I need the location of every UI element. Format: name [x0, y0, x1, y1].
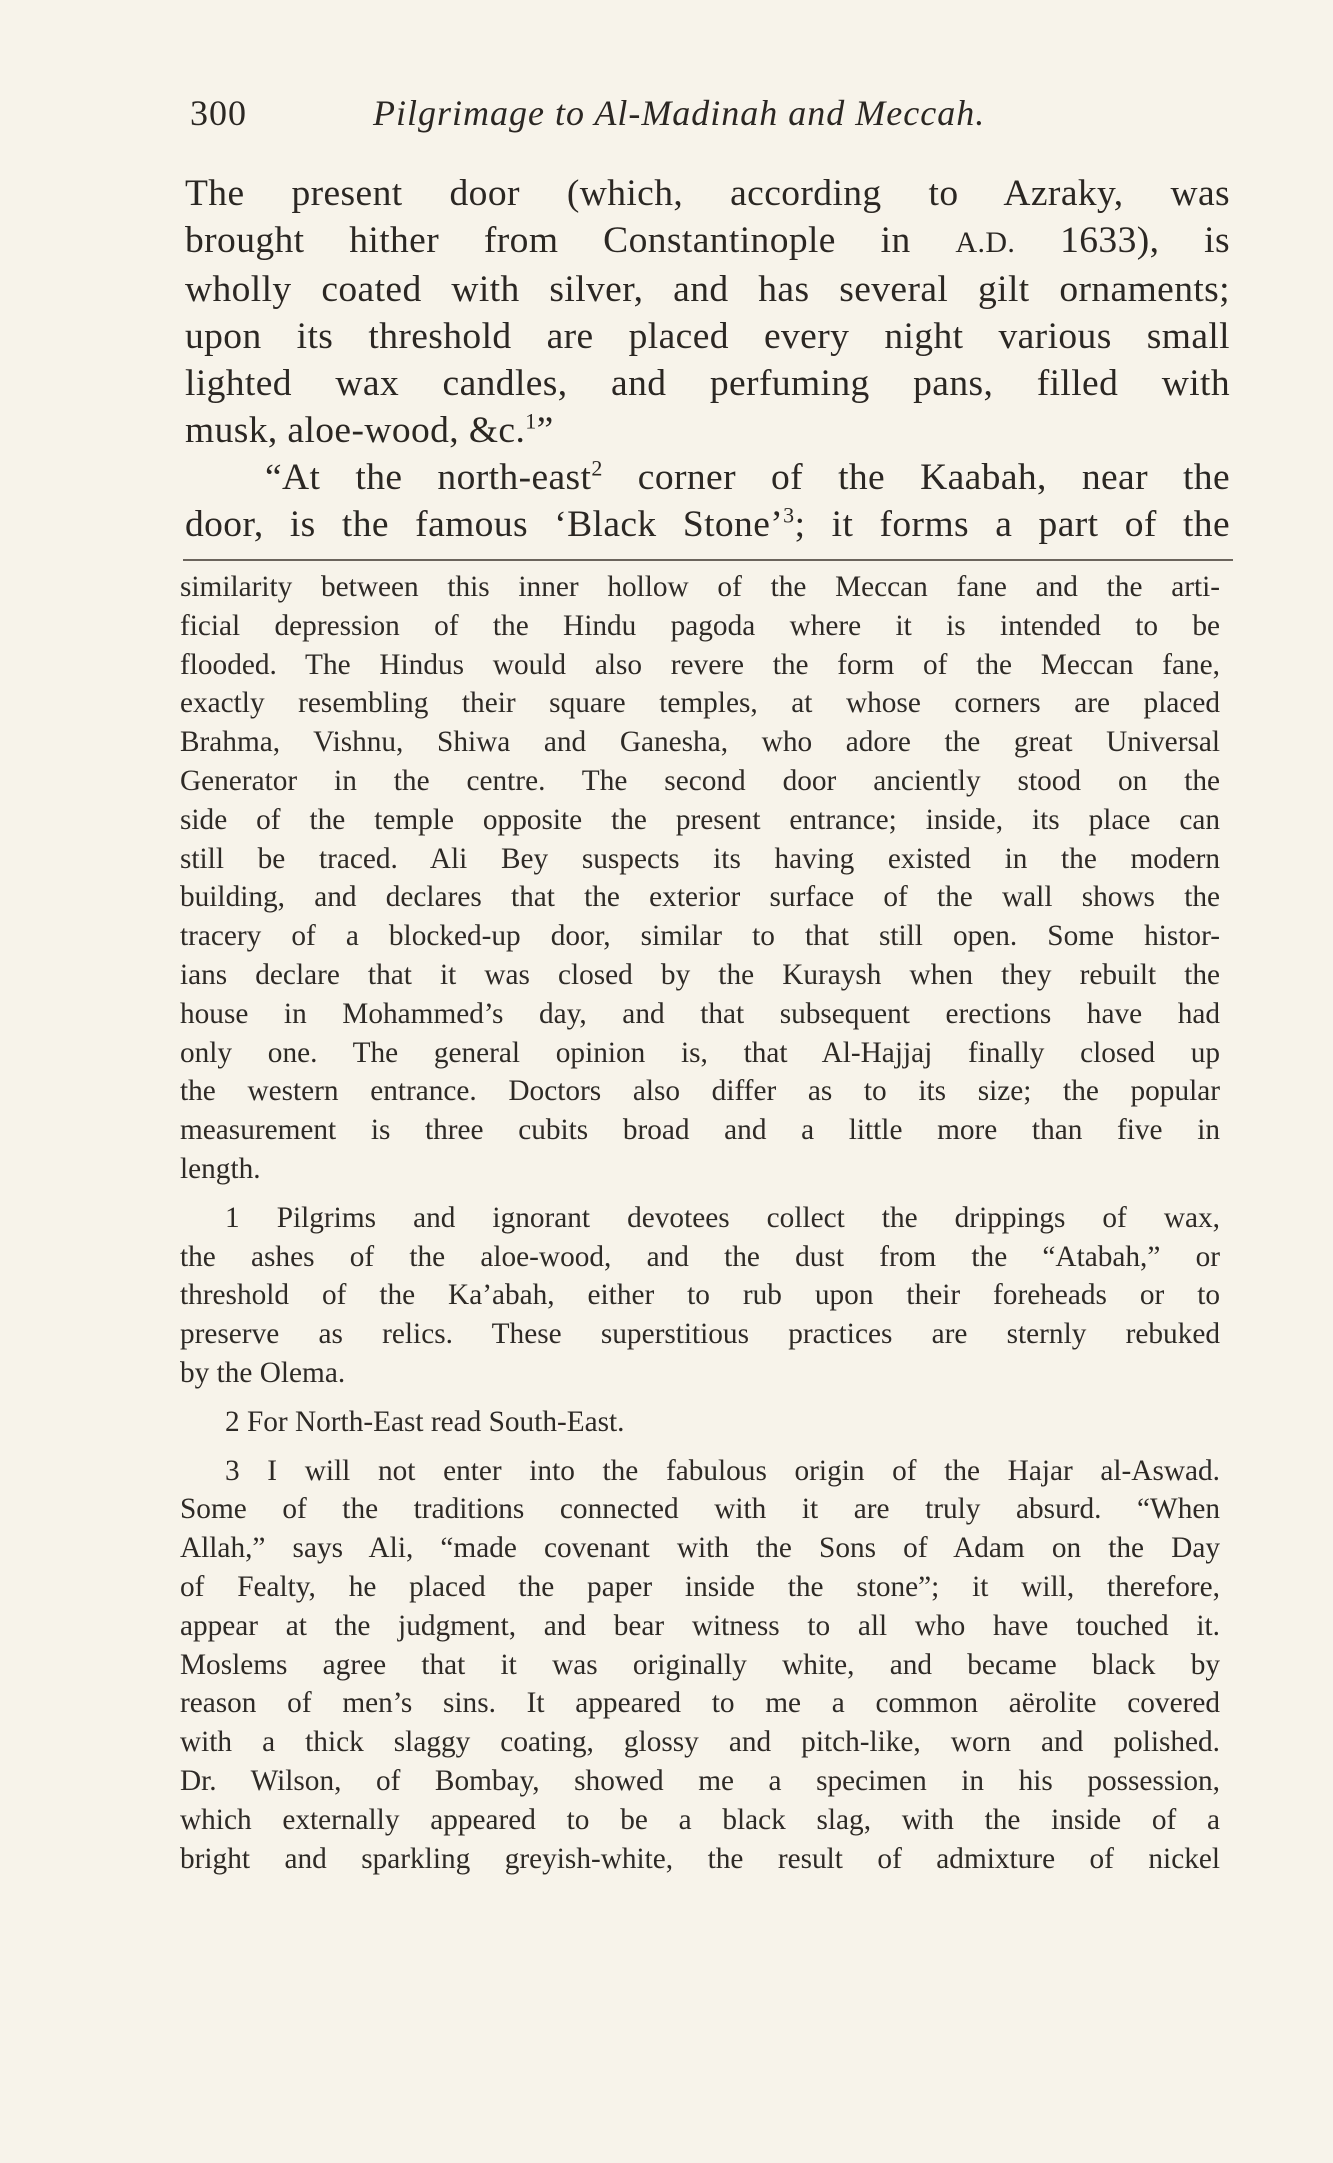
note-line: appear at the judgment, and bear witness to all who have touched it.: [180, 1609, 1220, 1642]
note-line: exactly resembling their square temples, at whose corners are placed: [180, 687, 1220, 720]
text-line: musk, aloe-wood, &c.$^1$”: [185, 408, 554, 451]
main-text: [185, 170, 1230, 548]
note-line: the ashes of the aloe-wood, and the dust from the “Atabah,” or: [180, 1240, 1220, 1273]
note-line: of Fealty, he placed the paper inside the stone”; it will, therefore,: [180, 1570, 1220, 1603]
note-line: only one. The general opinion is, that Al-Hajjaj finally closed up: [180, 1036, 1220, 1069]
note-line: 1 Pilgrims and ignorant devotees collect the drippings of wax,: [225, 1201, 1220, 1234]
note-line: Dr. Wilson, of Bombay, showed me a specimen in his possession,: [180, 1764, 1220, 1797]
footnote-1: [180, 1199, 1220, 1393]
note-line: ficial depression of the Hindu pagoda where it is intended to be: [180, 609, 1220, 642]
note-line: still be traced. Ali Bey suspects its having existed in the modern: [180, 842, 1220, 875]
page-header: [190, 92, 1070, 148]
footnote-ref-1: 1: [525, 408, 537, 434]
note-line: with a thick slaggy coating, glossy and pitch-like, worn and polished.: [180, 1726, 1220, 1759]
note-line: bright and sparkling greyish-white, the result of admixture of nickel: [180, 1842, 1220, 1875]
note-line: Moslems agree that it was originally white, and became black by: [180, 1648, 1220, 1681]
footnotes: [180, 568, 1220, 1878]
footnote-ref-2: 2: [591, 455, 603, 481]
note-line: Some of the traditions connected with it are truly absurd. “When: [180, 1493, 1220, 1526]
note-line: flooded. The Hindus would also revere the form of the Meccan fane,: [180, 648, 1220, 681]
note-line: similarity between this inner hollow of the Meccan fane and the arti-: [180, 571, 1220, 603]
footnote-2: [180, 1403, 1220, 1442]
note-line: Brahma, Vishnu, Shiwa and Ganesha, who adore the great Universal: [180, 726, 1220, 759]
note-line: Generator in the centre. The second door anciently stood on the: [180, 764, 1220, 797]
note-line: side of the temple opposite the present entrance; inside, its place can: [180, 803, 1220, 836]
note-line: 3 I will not enter into the fabulous origin of the Hajar al-Aswad.: [225, 1454, 1220, 1487]
note-line: Allah,” says Ali, “made covenant with the Sons of Adam on the Day: [180, 1532, 1220, 1565]
note-line: preserve as relics. These superstitious practices are sternly rebuked: [180, 1318, 1220, 1351]
text-line: The present door (which, according to Azraky, was: [185, 173, 1230, 214]
note-line: house in Mohammed’s day, and that subsequent erections have had: [180, 997, 1220, 1030]
footnote-3: [180, 1452, 1220, 1879]
text-line: brought hither from Constantinople in A.D. 1633), is: [185, 220, 1230, 261]
footnote-continuation: [180, 568, 1220, 1189]
running-title: Pilgrimage to Al-Madinah and Meccah.: [373, 93, 986, 133]
note-line: 2 For North-East read South-East.: [225, 1405, 625, 1438]
note-line: tracery of a blocked-up door, similar to that still open. Some histor-: [180, 920, 1220, 953]
note-line: length.: [180, 1152, 261, 1185]
note-line: threshold of the Ka’abah, either to rub upon their foreheads or to: [180, 1279, 1220, 1312]
note-line: which externally appeared to be a black slag, with the inside of a: [180, 1803, 1220, 1836]
note-line: the western entrance. Doctors also differ as to its size; the popular: [180, 1075, 1220, 1108]
note-line: reason of men’s sins. It appeared to me a common aërolite covered: [180, 1687, 1220, 1720]
text-line: lighted wax candles, and perfuming pans, filled with: [185, 363, 1230, 404]
note-line: ians declare that it was closed by the Kuraysh when they rebuilt the: [180, 958, 1220, 991]
note-line: by the Olema.: [180, 1356, 346, 1389]
paragraph-door: [185, 170, 1230, 454]
text-line: wholly coated with silver, and has several gilt ornaments;: [185, 269, 1230, 310]
era-abbreviation: A.D.: [955, 226, 1016, 259]
text-line: “At the north-east$^2$ corner of the Kaabah, near the: [265, 455, 1230, 498]
text-line: upon its threshold are placed every night various small: [185, 316, 1230, 357]
note-line: measurement is three cubits broad and a little more than five in: [180, 1114, 1220, 1147]
paragraph-black-stone: [185, 454, 1230, 548]
page-number: 300: [190, 93, 247, 133]
note-line: building, and declares that the exterior surface of the wall shows the: [180, 881, 1220, 914]
footnote-ref-3: 3: [783, 502, 795, 528]
text-line: door, is the famous ‘Black Stone’$^3$; it forms a part of the: [185, 502, 1230, 545]
footnote-rule: [183, 559, 1233, 561]
